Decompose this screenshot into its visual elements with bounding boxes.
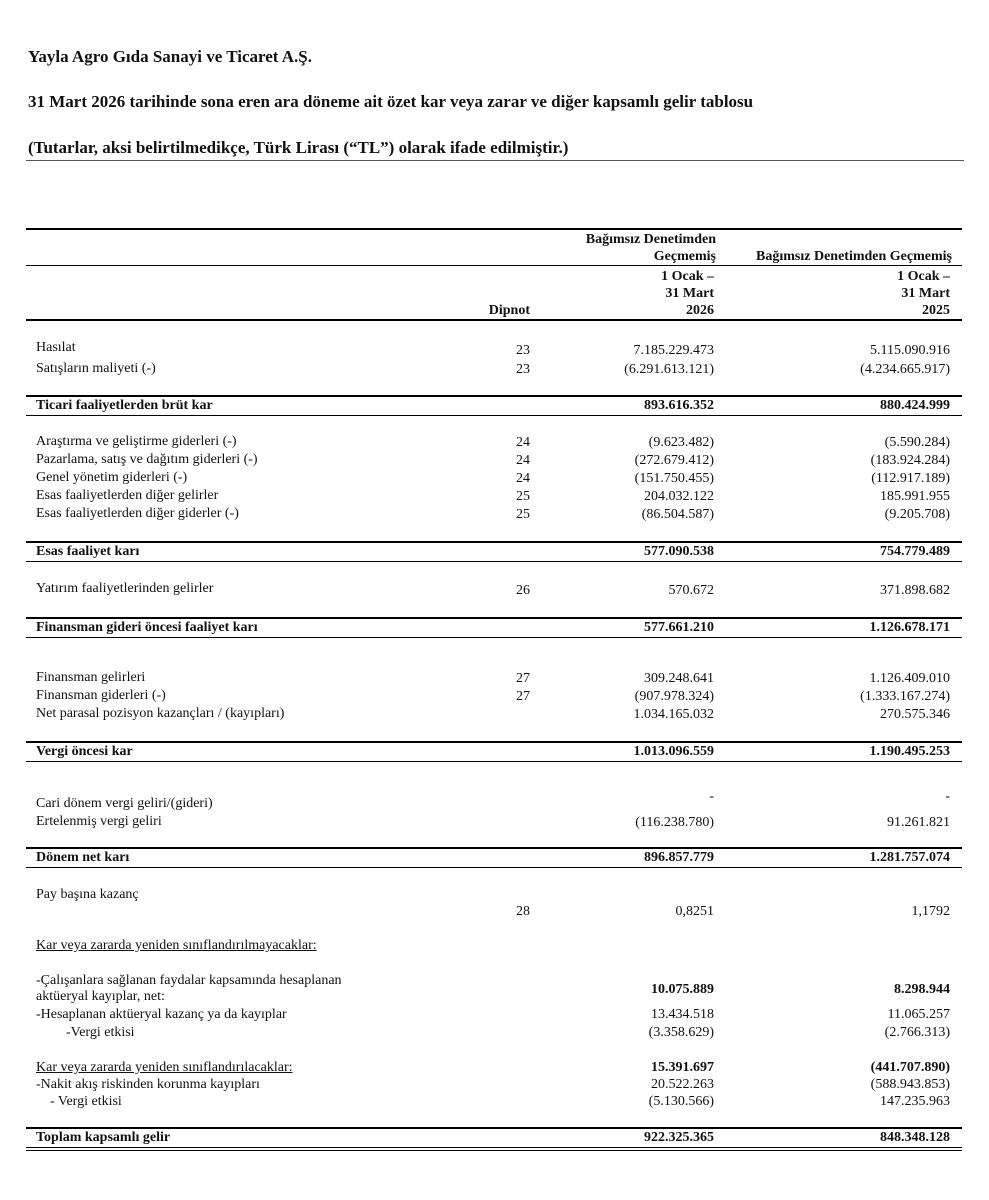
rule-gross-profit-bottom xyxy=(26,415,962,416)
row-label-net-profit: Dönem net karı xyxy=(36,850,130,865)
row-label-rnd: Araştırma ve geliştirme giderleri (-) xyxy=(36,434,237,449)
row-value-2026-actuarial: 13.434.518 xyxy=(651,1007,714,1022)
row-label-finance-income: Finansman gelirleri xyxy=(36,670,146,685)
row-value-2025-cost-of-sales: (4.234.665.917) xyxy=(860,362,950,377)
note-column-header: Dipnot xyxy=(488,303,530,318)
row-note-finance-income: 27 xyxy=(516,671,530,686)
row-label-revenue: Hasılat xyxy=(36,340,76,355)
row-value-2025-tax-effect-1: (2.766.313) xyxy=(884,1025,950,1040)
row-label-eps: Pay başına kazanç xyxy=(36,887,139,902)
row-label-operating-profit: Esas faaliyet karı xyxy=(36,544,140,559)
row-value-2025-operating-profit: 754.779.489 xyxy=(880,544,950,559)
row-value-2026-net-profit: 896.857.779 xyxy=(644,850,714,865)
row-value-2025-revenue: 5.115.090.916 xyxy=(870,343,950,358)
rule-operating-profit-bottom xyxy=(26,561,962,562)
rule-pre-finance-bottom xyxy=(26,637,962,638)
rule-total-bottom-1 xyxy=(26,1147,962,1148)
rule-gross-profit-top xyxy=(26,395,962,397)
row-note-marketing: 24 xyxy=(516,453,530,468)
row-value-2025-actuarial-net: 8.298.944 xyxy=(894,982,950,997)
row-value-2026-marketing: (272.679.412) xyxy=(634,453,714,468)
row-label-deferred-tax: Ertelenmiş vergi geliri xyxy=(36,814,162,829)
row-value-2025-total-comprehensive: 848.348.128 xyxy=(880,1130,950,1145)
row-label-current-tax: Cari dönem vergi geliri/(gideri) xyxy=(36,796,213,811)
row-value-2026-reclassified: 15.391.697 xyxy=(651,1060,714,1075)
statement-title: 31 Mart 2026 tarihinde sona eren ara döneme ait özet kar veya zarar ve diğer kapsamlı gelir tablosu xyxy=(28,92,754,111)
header-divider xyxy=(26,160,964,161)
row-value-2025-gross-profit: 880.424.999 xyxy=(880,398,950,413)
income-statement-table xyxy=(26,228,962,1188)
section-not-reclassified: Kar veya zararda yeniden sınıflandırılmayacaklar: xyxy=(36,938,317,953)
row-value-2026-eps: 0,8251 xyxy=(675,904,714,919)
row-value-2025-pretax-profit: 1.190.495.253 xyxy=(869,744,950,759)
row-value-2025-actuarial: 11.065.257 xyxy=(887,1007,950,1022)
row-value-2026-general-admin: (151.750.455) xyxy=(634,471,714,486)
row-value-2025-net-profit: 1.281.757.074 xyxy=(869,850,950,865)
row-value-2025-general-admin: (112.917.189) xyxy=(871,471,950,486)
row-value-2026-other-expenses: (86.504.587) xyxy=(641,507,714,522)
row-value-2026-finance-expenses: (907.978.324) xyxy=(634,689,714,704)
rule-net-profit-top xyxy=(26,847,962,849)
rule-total-bottom-2 xyxy=(26,1150,962,1151)
row-note-rnd: 24 xyxy=(516,435,530,450)
row-label-tax-effect-2: - Vergi etkisi xyxy=(50,1094,122,1109)
col-2025-status-header: Bağımsız Denetimden Geçmemiş xyxy=(756,249,952,264)
rule-pre-finance-top xyxy=(26,617,962,619)
row-label-general-admin: Genel yönetim giderleri (-) xyxy=(36,470,188,485)
row-value-2025-other-income: 185.991.955 xyxy=(880,489,950,504)
row-label-tax-effect-1: -Vergi etkisi xyxy=(66,1025,135,1040)
currency-note: (Tutarlar, aksi belirtilmedikçe, Türk Lirası (“TL”) olarak ifade edilmiştir.) xyxy=(28,138,569,157)
row-label-cost-of-sales: Satışların maliyeti (-) xyxy=(36,361,156,376)
row-value-2026-finance-income: 309.248.641 xyxy=(644,671,714,686)
rule-pretax-top xyxy=(26,741,962,743)
row-note-other-expenses: 25 xyxy=(516,507,530,522)
row-value-2025-rnd: (5.590.284) xyxy=(884,435,950,450)
rule-operating-profit-top xyxy=(26,541,962,543)
row-value-2026-gross-profit: 893.616.352 xyxy=(644,398,714,413)
row-value-2025-reclassified: (441.707.890) xyxy=(870,1060,950,1075)
row-note-finance-expenses: 27 xyxy=(516,689,530,704)
row-value-2025-investment-income: 371.898.682 xyxy=(880,583,950,598)
rule-net-profit-bottom xyxy=(26,867,962,868)
row-label-pre-finance-profit: Finansman gideri öncesi faaliyet karı xyxy=(36,620,258,635)
rule-total-top xyxy=(26,1127,962,1129)
row-label-actuarial: -Hesaplanan aktüeryal kazanç ya da kayıplar xyxy=(36,1007,287,1022)
row-label-cash-flow-hedge: -Nakit akış riskinden korunma kayıpları xyxy=(36,1077,260,1092)
row-label-other-expenses: Esas faaliyetlerden diğer giderler (-) xyxy=(36,506,239,521)
row-note-eps: 28 xyxy=(516,904,530,919)
row-value-2025-eps: 1,1792 xyxy=(911,904,950,919)
row-note-revenue: 23 xyxy=(516,343,530,358)
row-note-investment-income: 26 xyxy=(516,583,530,598)
row-value-2025-monetary-position: 270.575.346 xyxy=(880,707,950,722)
row-value-2026-other-income: 204.032.122 xyxy=(644,489,714,504)
row-note-general-admin: 24 xyxy=(516,471,530,486)
table-header-bottom-rule xyxy=(26,319,962,321)
col-2025-period-header: 1 Ocak – 31 Mart 2025 xyxy=(897,269,950,318)
row-value-2026-actuarial-net: 10.075.889 xyxy=(651,982,714,997)
row-value-2026-deferred-tax: (116.238.780) xyxy=(635,815,714,830)
section-reclassified: Kar veya zararda yeniden sınıflandırılacaklar: xyxy=(36,1060,293,1075)
row-value-2025-marketing: (183.924.284) xyxy=(870,453,950,468)
row-label-pretax-profit: Vergi öncesi kar xyxy=(36,744,133,759)
row-value-2026-current-tax: - xyxy=(709,789,714,804)
row-label-monetary-position: Net parasal pozisyon kazançları / (kayıpları) xyxy=(36,706,285,721)
row-note-cost-of-sales: 23 xyxy=(516,362,530,377)
row-value-2026-monetary-position: 1.034.165.032 xyxy=(633,707,714,722)
row-value-2025-cash-flow-hedge: (588.943.853) xyxy=(870,1077,950,1092)
row-value-2026-rnd: (9.623.482) xyxy=(648,435,714,450)
row-value-2026-revenue: 7.185.229.473 xyxy=(633,343,714,358)
row-value-2026-pretax-profit: 1.013.096.559 xyxy=(633,744,714,759)
row-value-2025-current-tax: - xyxy=(945,789,950,804)
row-value-2025-finance-income: 1.126.409.010 xyxy=(869,671,950,686)
company-name: Yayla Agro Gıda Sanayi ve Ticaret A.Ş. xyxy=(28,47,313,66)
row-label-finance-expenses: Finansman giderleri (-) xyxy=(36,688,166,703)
row-value-2026-pre-finance-profit: 577.661.210 xyxy=(644,620,714,635)
row-value-2026-tax-effect-2: (5.130.566) xyxy=(648,1094,714,1109)
row-value-2026-operating-profit: 577.090.538 xyxy=(644,544,714,559)
row-label-gross-profit: Ticari faaliyetlerden brüt kar xyxy=(36,398,213,413)
table-top-rule xyxy=(26,228,962,230)
row-note-other-income: 25 xyxy=(516,489,530,504)
row-value-2026-total-comprehensive: 922.325.365 xyxy=(644,1130,714,1145)
col-2026-period-header: 1 Ocak – 31 Mart 2026 xyxy=(661,269,714,318)
rule-pretax-bottom xyxy=(26,761,962,762)
row-value-2025-deferred-tax: 91.261.821 xyxy=(887,815,950,830)
row-value-2025-tax-effect-2: 147.235.963 xyxy=(880,1094,950,1109)
row-value-2025-other-expenses: (9.205.708) xyxy=(884,507,950,522)
row-label-actuarial-net: -Çalışanlara sağlanan faydalar kapsamında hesaplanan aktüeryal kayıplar, net: xyxy=(36,973,342,1004)
row-value-2026-tax-effect-1: (3.358.629) xyxy=(648,1025,714,1040)
table-header-rule xyxy=(26,265,962,266)
row-value-2026-investment-income: 570.672 xyxy=(668,583,714,598)
row-value-2025-finance-expenses: (1.333.167.274) xyxy=(860,689,950,704)
row-label-investment-income: Yatırım faaliyetlerinden gelirler xyxy=(36,581,214,596)
col-2026-status-header: Bağımsız Denetimden Geçmemiş xyxy=(585,232,716,264)
row-value-2026-cost-of-sales: (6.291.613.121) xyxy=(624,362,714,377)
row-label-marketing: Pazarlama, satış ve dağıtım giderleri (-) xyxy=(36,452,258,467)
row-value-2025-pre-finance-profit: 1.126.678.171 xyxy=(869,620,950,635)
row-value-2026-cash-flow-hedge: 20.522.263 xyxy=(651,1077,714,1092)
row-label-total-comprehensive: Toplam kapsamlı gelir xyxy=(36,1130,171,1145)
row-label-other-income: Esas faaliyetlerden diğer gelirler xyxy=(36,488,219,503)
